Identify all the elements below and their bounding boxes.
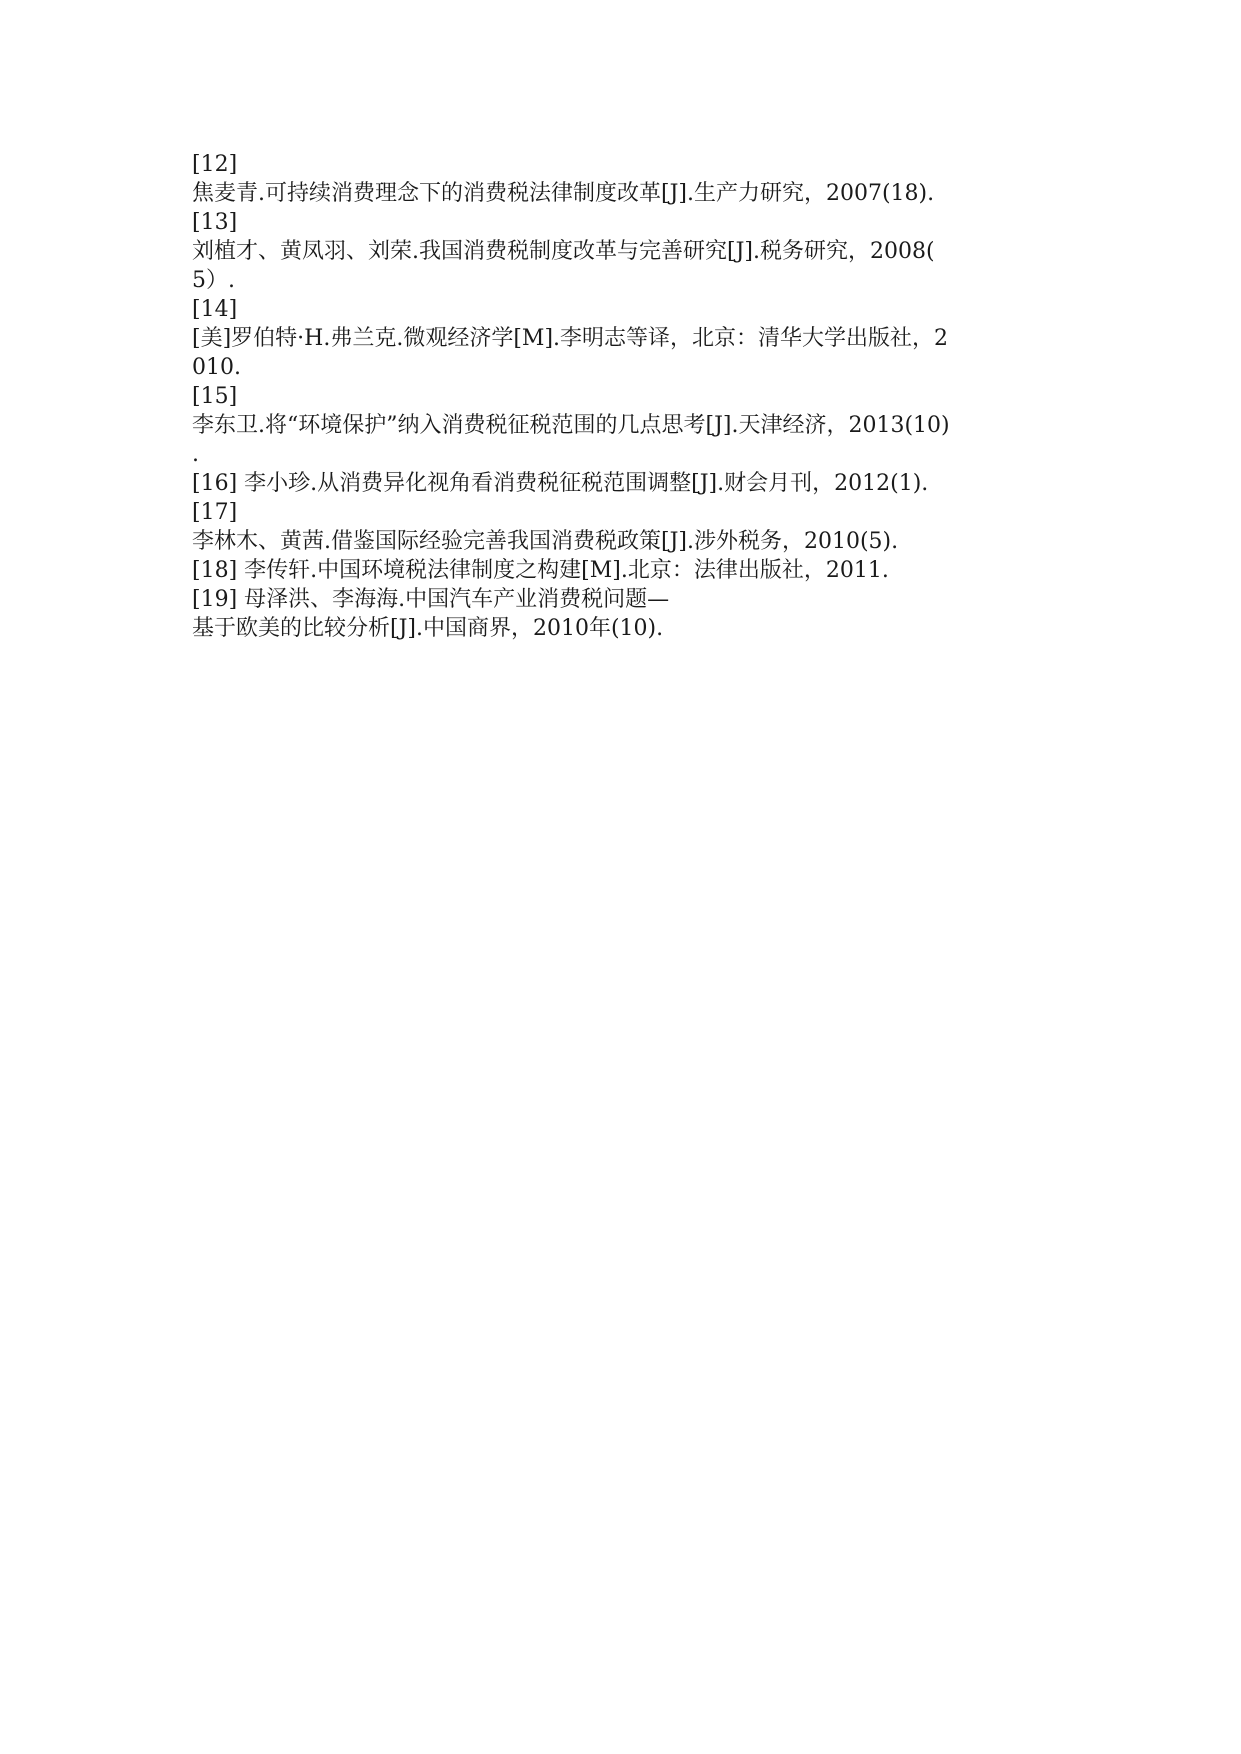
reference-line: 李林木、黄茜.借鉴国际经验完善我国消费税政策[J].涉外税务，2010(5). (192, 529, 899, 554)
reference-line: [美]罗伯特·H.弗兰克.微观经济学[M].李明志等译，北京：清华大学出版社，2 (192, 326, 949, 351)
reference-line: 基于欧美的比较分析[J].中国商界，2010年(10). (192, 616, 664, 641)
reference-line: [18] 李传轩.中国环境税法律制度之构建[M].北京：法律出版社，2011. (192, 558, 889, 583)
reference-line: [19] 母泽洪、李海海.中国汽车产业消费税问题— (192, 587, 670, 612)
reference-line: 李东卫.将“环境保护”纳入消费税征税范围的几点思考[J].天津经济，2013(10) (192, 413, 950, 438)
reference-line: 刘植才、黄凤羽、刘荣.我国消费税制度改革与完善研究[J].税务研究，2008( (192, 239, 935, 264)
reference-line: [12] (192, 152, 238, 177)
reference-line: . (192, 442, 199, 467)
reference-line: [15] (192, 384, 238, 409)
reference-list (192, 150, 1062, 643)
reference-line: [14] (192, 297, 238, 322)
reference-line: 焦麦青.可持续消费理念下的消费税法律制度改革[J].生产力研究，2007(18). (192, 181, 935, 206)
reference-line: [16] 李小珍.从消费异化视角看消费税征税范围调整[J].财会月刊，2012(1). (192, 471, 929, 496)
reference-line: [17] (192, 500, 238, 525)
reference-line: 5）. (192, 268, 235, 293)
reference-line: 010. (192, 355, 241, 380)
reference-line: [13] (192, 210, 238, 235)
